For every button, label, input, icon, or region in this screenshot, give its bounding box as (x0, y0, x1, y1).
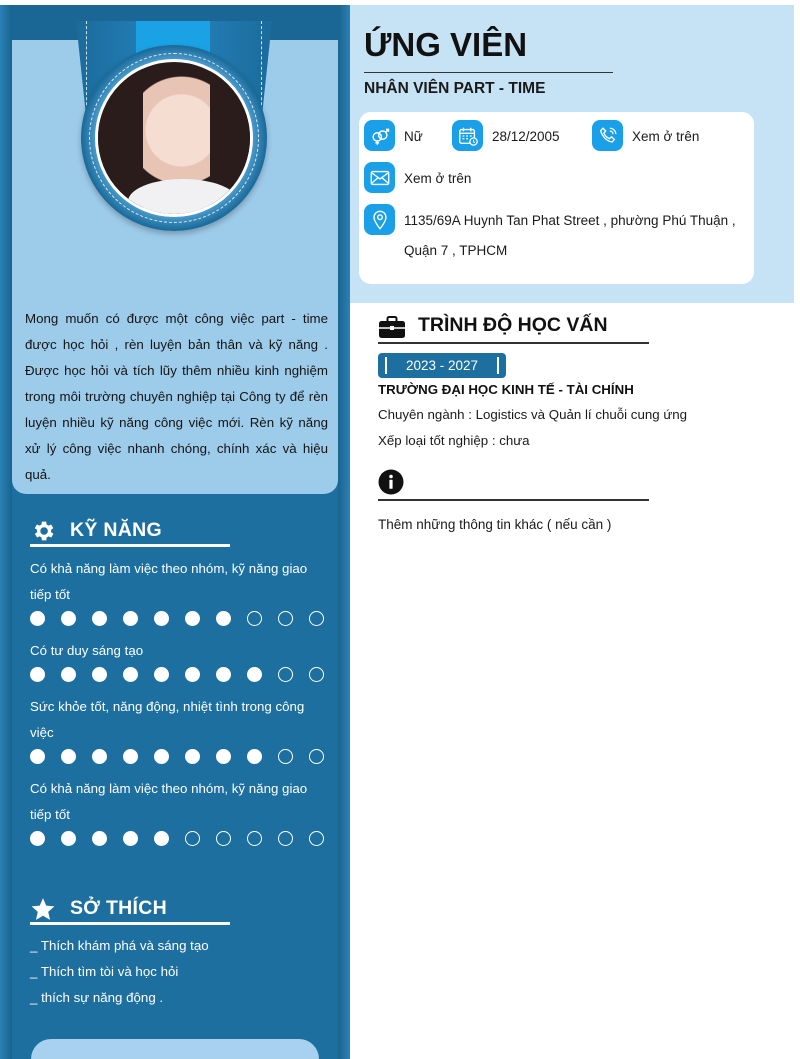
skill-item-2: Có tư duy sáng tạo (30, 643, 144, 658)
rating-dot-filled (92, 749, 107, 764)
calendar-icon (452, 120, 483, 151)
rating-dot-filled (61, 667, 76, 682)
rating-dot-filled (61, 611, 76, 626)
additional-info-text: Thêm những thông tin khác ( nếu cần ) (378, 517, 612, 532)
rating-dot-filled (154, 667, 169, 682)
rating-dot-filled (30, 667, 45, 682)
skill-item-3: Sức khỏe tốt, năng động, nhiệt tình trong công việc (30, 699, 305, 740)
rating-dot-filled (30, 611, 45, 626)
additional-info-heading (378, 466, 649, 501)
rating-dot-empty (185, 831, 200, 846)
rating-dot-empty (278, 831, 293, 846)
rating-dot-empty (278, 667, 293, 682)
rating-dot-filled (92, 667, 107, 682)
info-icon (378, 469, 404, 495)
rating-dot-empty (278, 749, 293, 764)
phone-value: Xem ở trên (632, 129, 700, 144)
hobby-item-3: _ thích sự năng động . (30, 990, 164, 1005)
rating-dot-empty (309, 749, 324, 764)
candidate-name: ỨNG VIÊN (364, 26, 528, 63)
rating-dot-filled (154, 831, 169, 846)
location-icon (364, 204, 395, 235)
sidebar-edge-left (0, 5, 12, 1059)
education-heading (378, 310, 649, 344)
gender-icon (364, 120, 395, 151)
rating-dot-filled (216, 667, 231, 682)
education-title: TRÌNH ĐỘ HỌC VẤN (418, 314, 608, 336)
rating-dot-empty (309, 831, 324, 846)
briefcase-icon (378, 315, 406, 339)
gear-icon (30, 518, 56, 544)
star-icon (30, 896, 56, 922)
rating-dot-filled (123, 611, 138, 626)
skill-rating-4 (30, 831, 330, 847)
hobbies-title: SỞ THÍCH (70, 897, 168, 919)
career-objective: Mong muốn có được một công việc part - time được học hỏi , rèn luyện bản thân và kỹ năng . Được học hỏi và tích lũy thêm nhiều kinh nghiệm trong môi trường chuyên nghiệp tại Công ty để rèn luyện nhiều kỹ năng công việc mới. Rèn kỹ năng xử lý công việc nhanh chóng, chính xác và hiệu quả. (25, 311, 328, 482)
rating-dot-filled (247, 749, 262, 764)
rating-dot-empty (247, 831, 262, 846)
rating-dot-empty (278, 611, 293, 626)
education-major: Chuyên ngành : Logistics và Quản lí chuỗi cung ứng (378, 407, 688, 422)
job-title: NHÂN VIÊN PART - TIME (364, 80, 546, 97)
education-classification: Xếp loại tốt nghiệp : chưa (378, 433, 530, 448)
rating-dot-filled (123, 667, 138, 682)
rating-dot-filled (185, 667, 200, 682)
rating-dot-empty (247, 611, 262, 626)
address-line-1: 1135/69A Huynh Tan Phat Street , phường Phú Thuận , (404, 213, 736, 228)
rating-dot-empty (309, 611, 324, 626)
skills-heading (30, 515, 230, 547)
sidebar-edge-right (338, 5, 350, 1059)
hobbies-heading (30, 893, 230, 925)
rating-dot-filled (92, 611, 107, 626)
rating-dot-filled (154, 749, 169, 764)
rating-dot-filled (247, 667, 262, 682)
rating-dot-filled (61, 749, 76, 764)
rating-dot-filled (30, 831, 45, 846)
gender-value: Nữ (404, 129, 423, 144)
rating-dot-filled (185, 749, 200, 764)
hobby-item-2: _ Thích tìm tòi và học hỏi (30, 964, 179, 979)
rating-dot-filled (123, 831, 138, 846)
rating-dot-filled (30, 749, 45, 764)
rating-dot-filled (92, 831, 107, 846)
rating-dot-filled (123, 749, 138, 764)
phone-icon (592, 120, 623, 151)
address-line-2: Quận 7 , TPHCM (404, 243, 508, 258)
skill-rating-1 (30, 611, 330, 627)
skills-title: KỸ NĂNG (70, 519, 163, 541)
school-name: TRƯỜNG ĐẠI HỌC KINH TẾ - TÀI CHÍNH (378, 382, 634, 397)
email-value: Xem ở trên (404, 171, 472, 186)
rating-dot-empty (216, 831, 231, 846)
skill-rating-2 (30, 667, 330, 683)
skill-item-4: Có khả năng làm việc theo nhóm, kỹ năng giao tiếp tốt (30, 781, 308, 822)
avatar (95, 59, 253, 217)
name-underline (364, 72, 613, 73)
rating-dot-filled (216, 749, 231, 764)
birthdate-value: 28/12/2005 (492, 129, 560, 144)
rating-dot-empty (309, 667, 324, 682)
rating-dot-filled (216, 611, 231, 626)
skill-item-1: Có khả năng làm việc theo nhóm, kỹ năng giao tiếp tốt (30, 561, 308, 602)
education-years (378, 353, 506, 378)
skill-rating-3 (30, 749, 330, 765)
education-years-label: 2023 - 2027 (405, 358, 479, 373)
rating-dot-filled (154, 611, 169, 626)
bottom-card (31, 1039, 319, 1059)
mail-icon (364, 162, 395, 193)
rating-dot-filled (185, 611, 200, 626)
hobby-item-1: _ Thích khám phá và sáng tạo (30, 938, 209, 953)
rating-dot-filled (61, 831, 76, 846)
